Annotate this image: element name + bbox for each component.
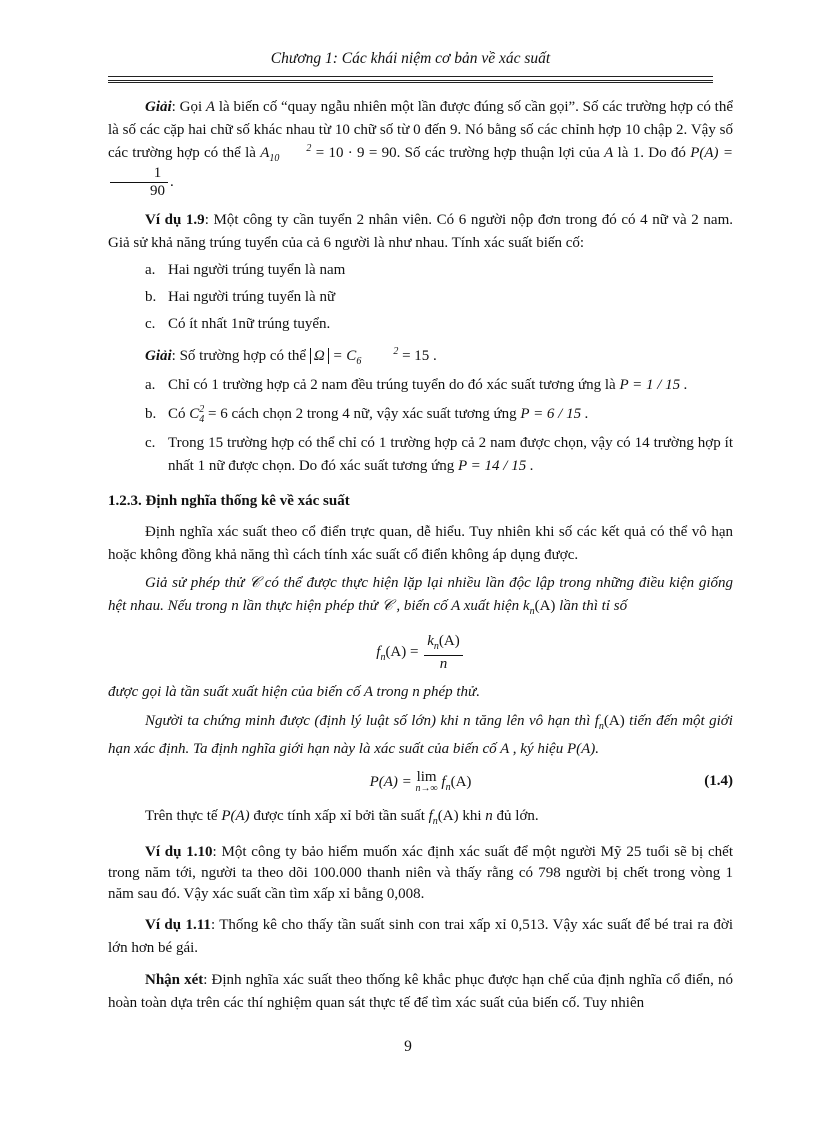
arrangement-formula: A 2 10 = 10 · 9 = 90 [260, 142, 397, 164]
header-rule-bottom [108, 82, 713, 83]
chapter-header: Chương 1: Các khái niệm cơ bản về xác suất [270, 50, 551, 67]
example-1-9: Ví dụ 1.9: Một công ty cần tuyển 2 nhân viên. Có 6 người nộp đơn trong đó có 4 nữ và 2 nam. Giả sử khả năng trúng tuyển của cả 6 người là như nhau. Tính xác suất biến cố: [108, 212, 733, 251]
list-item: b. Có C2 4 = 6 cách chọn 2 trong 4 nữ, vậy xác suất tương ứng P = 6 / 15 . [145, 403, 589, 425]
limit-equation: P(A) = lim n→∞ $f_n(A)$ (1.4) [369, 769, 733, 794]
section-heading: 1.2.3. Định nghĩa thống kê về xác suất [108, 493, 350, 509]
example-label: Ví dụ 1.9 [145, 212, 205, 228]
list-item: a. Hai người trúng tuyển là nam [145, 262, 346, 278]
frequency-equation: $f_n(A)$ = $\frac{k_n(A)}{n}$ [108, 633, 733, 673]
definition-paragraph-5: Trên thực tế P(A) được tính xấp xỉ bởi tần suất $f_n(A)$ khi n đủ lớn. [145, 808, 539, 827]
list-item: a. Chỉ có 1 trường hợp cả 2 nam đều trúng tuyển do đó xác suất tương ứng là P = 1 / 15 . [145, 377, 688, 393]
equation-number: (1.4) [704, 773, 733, 789]
example-1-10: Ví dụ 1.10: Một công ty bảo hiểm muốn xác định xác suất để một người Mỹ 25 tuổi sẽ bị chết trong năm tới, người ta theo dõi 100.000 thanh niên và thấy rằng có 798 người bị chết trong vòng 1 năm sau đó. Vậy xác suất cần tìm xấp xỉ bằng 0,008. [108, 844, 733, 902]
page-number: 9 [404, 1038, 412, 1055]
list-item: c. Có ít nhất 1nữ trúng tuyển. [145, 316, 331, 332]
header-rule-middle [108, 80, 713, 81]
definition-paragraph-2: Giả sử phép thử 𝒞 có thể được thực hiện lặp lại nhiều lần độc lập trong những điều kiện giống hệt nhau. Nếu trong n lần thực hiện phép thử 𝒞 , biến cố A xuất hiện $k_n(A)$ lần thì tỉ số [108, 575, 733, 617]
page-content [108, 96, 733, 1015]
solution-paragraph-2: Giải: Số trường hợp có thể Ω = C 2 6 = 15 . [145, 345, 437, 367]
definition-paragraph-3: được gọi là tần suất xuất hiện của biến cố A trong n phép thử. [108, 684, 480, 700]
example-1-11: Ví dụ 1.11: Thống kê cho thấy tần suất sinh con trai xấp xỉ 0,513. Vậy xác suất để bé trai ra đời lớn hơn bé gái. [108, 917, 734, 956]
list-item: c. Trong 15 trường hợp có thể chỉ có 1 trường hợp cả 2 nam được chọn, vậy có 14 trường hợp ít nhất 1 nữ được chọn. Do đó xác suất tương ứng P = 14 / 15 . [145, 435, 733, 474]
header-rule-top [108, 76, 713, 77]
definition-paragraph-1: Định nghĩa xác suất theo cổ điển trực quan, dễ hiểu. Tuy nhiên khi số các kết quả có thể vô hạn hoặc không đồng khả năng thì cách tính xác suất cổ điển không áp dụng được. [108, 524, 733, 563]
list-item: b. Hai người trúng tuyển là nữ [145, 289, 336, 305]
sample-space-formula: Ω = C 2 6 = 15 . [310, 348, 437, 364]
remark-paragraph: Nhận xét: Định nghĩa xác suất theo thống kê khắc phục được hạn chế của định nghĩa cổ điển, nó hoàn toàn dựa trên các thí nghiệm quan sát thực tế để tìm xác suất của biến cố. Tuy nhiên [108, 972, 733, 1011]
solution-paragraph-1: Giải: Gọi A là biến cố “quay ngẫu nhiên một lần được đúng số cần gọi”. Số các trường hợp có thể là số các cặp hai chữ số khác nhau từ 10 chữ số từ 0 đến 9. Nó bằng số các chỉnh hợp 10 chập 2. Vậy số các trường hợp có thể là A 2 10 = 10 · 9 = 90. Số các trường hợp thuận lợi của A là 1. Do đó P(A) = $\frac{1}{90}$ . [108, 99, 734, 199]
definition-paragraph-4: Người ta chứng minh được (định lý luật số lớn) khi n tăng lên vô hạn thì $f_n(A)$ tiến đến một giới hạn xác định. Ta định nghĩa giới hạn này là xác suất của biến cố A , ký hiệu P(A). [108, 713, 733, 757]
solution-label: Giải [145, 99, 172, 115]
probability-fraction: $\frac{1}{90}$ [110, 165, 168, 200]
